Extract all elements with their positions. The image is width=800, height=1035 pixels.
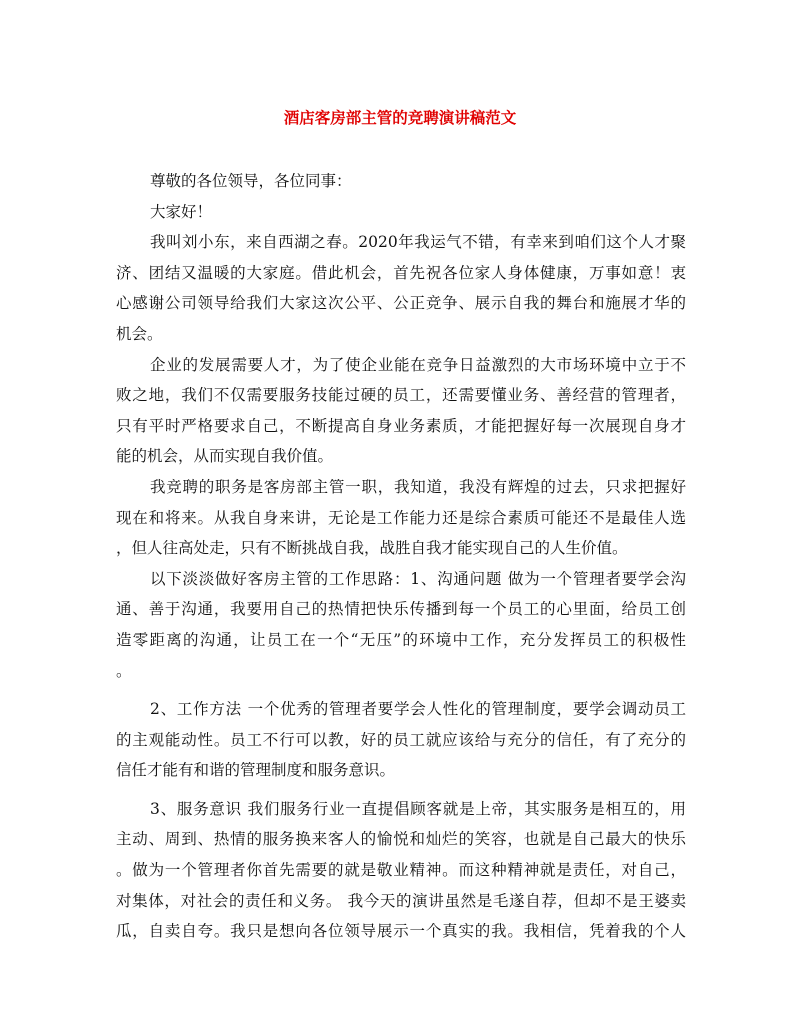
paragraph-line: 瓜，自卖自夸。我只是想向各位领导展示一个真实的我。我相信，凭着我的个人 [116, 922, 686, 941]
paragraph-line: 3、服务意识 我们服务行业一直提倡顾客就是上帝，其实服务是相互的，用 [150, 799, 686, 818]
paragraph-line: 通、善于沟通，我要用自己的热情把快乐传播到每一个员工的心里面，给员工创 [116, 600, 686, 619]
paragraph-line: 败之地，我们不仅需要服务技能过硬的员工，还需要懂业务、善经营的管理者， [116, 386, 686, 405]
paragraph-line: 能的机会，从而实现自我价值。 [116, 447, 334, 466]
paragraph-gap [116, 786, 686, 794]
paragraph-line: 机会。 [116, 324, 163, 343]
paragraph-line: 我竞聘的职务是客房部主管一职，我知道，我没有辉煌的过去，只求把握好 [150, 477, 686, 496]
paragraph-line: 对集体，对社会的责任和义务。 我今天的演讲虽然是毛遂自荐，但却不是王婆卖 [116, 891, 686, 910]
document-body [116, 166, 686, 947]
paragraph-line: 我叫刘小东，来自西湖之春。2020年我运气不错，有幸来到咱们这个人才聚 [150, 233, 686, 252]
paragraph-line: 济、团结又温暖的大家庭。借此机会，首先祝各位家人身体健康，万事如意！衷 [116, 263, 686, 282]
paragraph-line: 。做为一个管理者你首先需要的就是敬业精神。而这种精神就是责任，对自己， [116, 861, 686, 880]
paragraph-line: 的主观能动性。员工不行可以教，好的员工就应该给与充分的信任，有了充分的 [116, 730, 686, 749]
paragraph-line: 2、工作方法 一个优秀的管理者要学会人性化的管理制度，要学会调动员工 [150, 700, 686, 719]
paragraph-line: 以下淡淡做好客房主管的工作思路：1、沟通问题 做为一个管理者要学会沟 [150, 569, 686, 588]
document-title: 酒店客房部主管的竞聘演讲稿范文 [283, 108, 517, 127]
paragraph-gap [116, 686, 686, 694]
paragraph-line: 造零距离的沟通，让员工在一个“无压”的环境中工作，充分发挥员工的积极性 [116, 630, 686, 649]
paragraph-line: ，但人往高处走，只有不断挑战自我，战胜自我才能实现自己的人生价值。 [116, 539, 628, 558]
paragraph-line: 。 [116, 661, 132, 680]
paragraph-line: 只有平时严格要求自己，不断提高自身业务素质，才能把握好每一次展现自身才 [116, 416, 686, 435]
paragraph-line: 主动、周到、热情的服务换来客人的愉悦和灿烂的笑容，也就是自己最大的快乐 [116, 830, 686, 849]
paragraph-line: 现在和将来。从我自身来讲，无论是工作能力还是综合素质可能还不是最佳人选 [116, 508, 686, 527]
greeting-line: 尊敬的各位领导，各位同事： [150, 172, 352, 190]
paragraph-line: 企业的发展需要人才，为了使企业能在竞争日益激烈的大市场环境中立于不 [150, 355, 686, 374]
greeting-line: 大家好！ [150, 202, 213, 221]
paragraph-line: 信任才能有和谐的管理制度和服务意识。 [116, 761, 396, 780]
paragraph-line: 心感谢公司领导给我们大家这次公平、公正竞争、展示自我的舞台和施展才华的 [116, 294, 686, 313]
